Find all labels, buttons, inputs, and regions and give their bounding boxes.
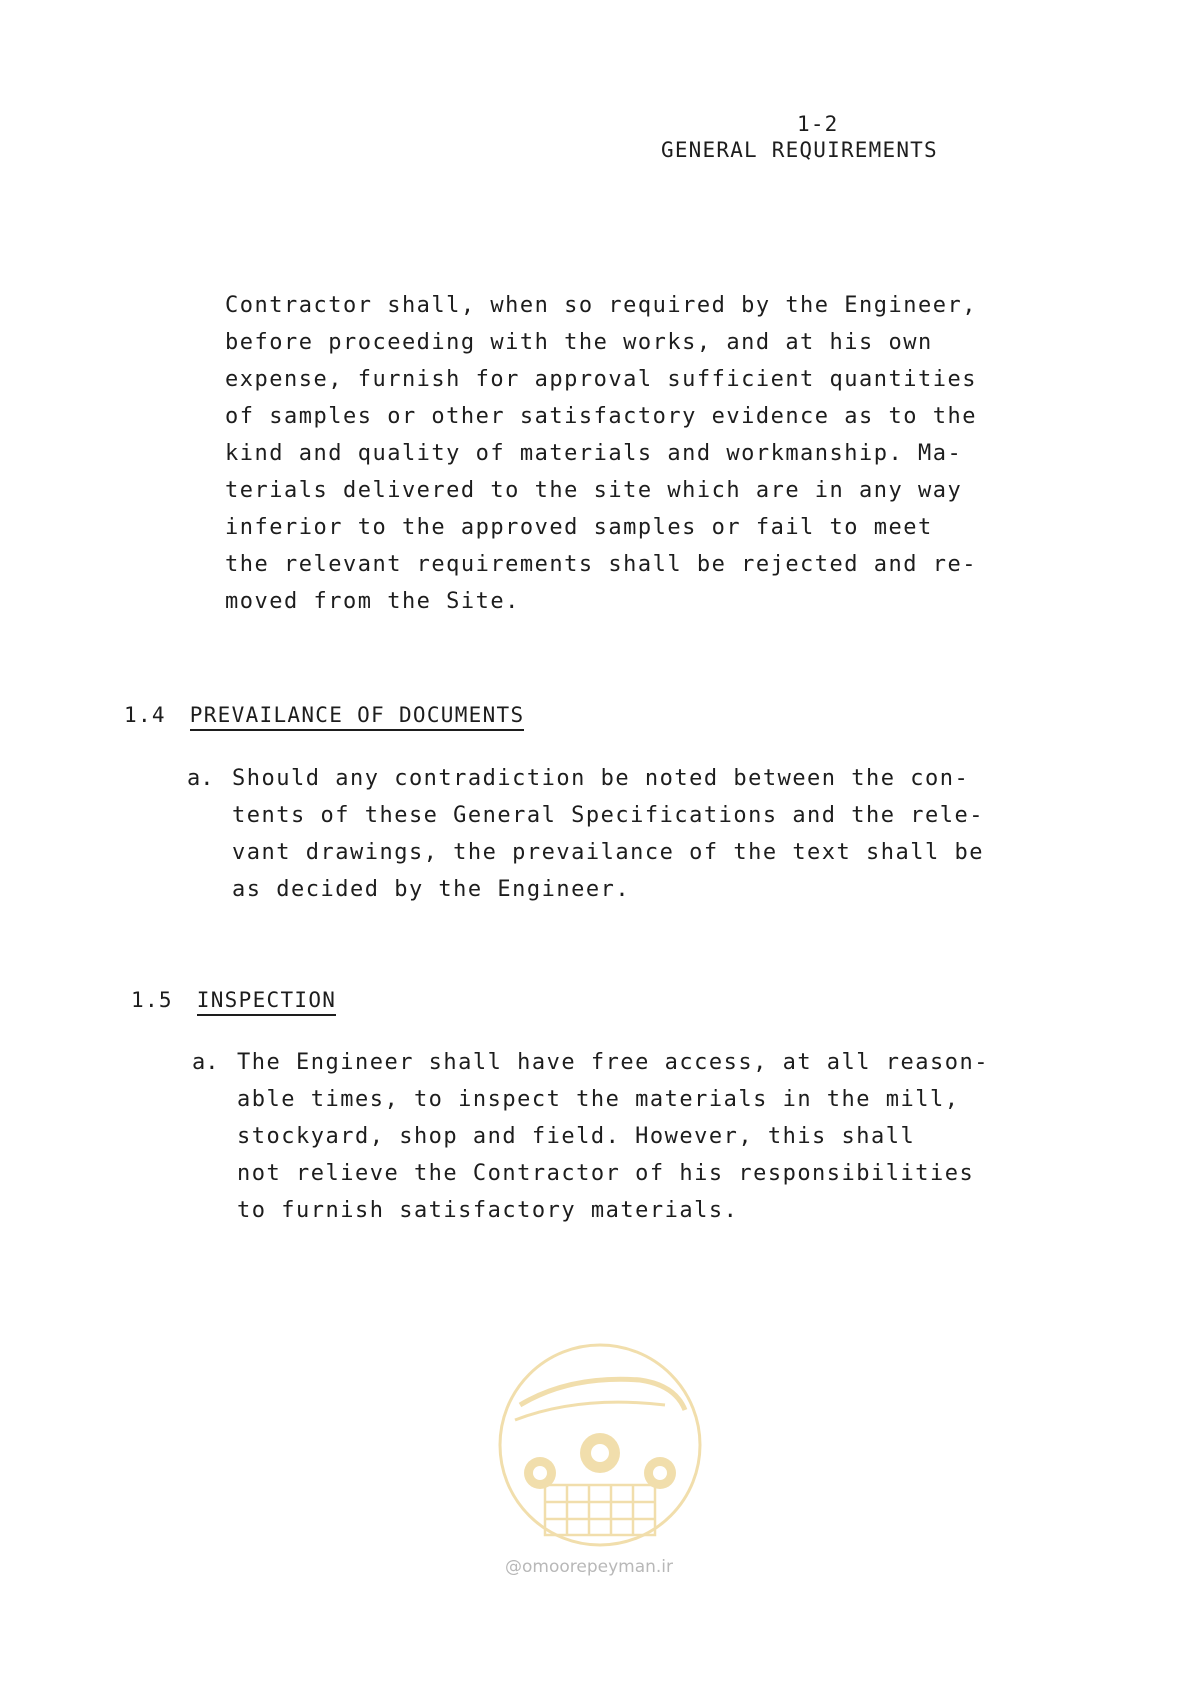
watermark-url: @omoorepeyman.ir [505,1557,674,1577]
section-number: 1.4 [124,703,166,727]
section-number: 1.5 [131,988,173,1012]
item-paragraph [237,1044,989,1229]
paragraph-line: the relevant requirements shall be rejected and re- [225,552,978,577]
section-title: INSPECTION [197,988,336,1016]
section-title: PREVAILANCE OF DOCUMENTS [190,703,525,731]
page-header-title: GENERAL REQUIREMENTS [661,138,938,162]
paragraph-line: to furnish satisfactory materials. [237,1198,739,1223]
paragraph-line: able times, to inspect the materials in the mill, [237,1087,960,1112]
paragraph-line: expense, furnish for approval sufficient quantities [225,367,978,392]
paragraph-line: tents of these General Specifications and the rele- [232,803,985,828]
item-marker: a. [192,1050,219,1075]
section-heading-1-5 [131,988,336,1016]
paragraph-line: terials delivered to the site which are in any way [225,478,963,503]
item-marker: a. [187,766,214,791]
paragraph-line: before proceeding with the works, and at his own [225,330,933,355]
page-number: 1-2 [797,112,839,136]
paragraph-line: moved from the Site. [225,589,520,614]
intro-paragraph [225,287,977,620]
paragraph-line: The Engineer shall have free access, at all reason- [237,1050,990,1075]
paragraph-line: inferior to the approved samples or fail to meet [225,515,933,540]
paragraph-line: stockyard, shop and field. However, this shall [237,1124,916,1149]
item-paragraph [232,760,984,908]
paragraph-line: vant drawings, the prevailance of the text shall be [232,840,985,865]
paragraph-line: as decided by the Engineer. [232,877,631,902]
paragraph-line: kind and quality of materials and workmanship. Ma- [225,441,963,466]
section-heading-1-4 [124,703,524,731]
paragraph-line: Contractor shall, when so required by the Engineer, [225,293,978,318]
paragraph-line: not relieve the Contractor of his responsibilities [237,1161,975,1186]
watermark-logo [490,1335,710,1585]
paragraph-line: of samples or other satisfactory evidence as to the [225,404,978,429]
paragraph-line: Should any contradiction be noted between the con- [232,766,970,791]
